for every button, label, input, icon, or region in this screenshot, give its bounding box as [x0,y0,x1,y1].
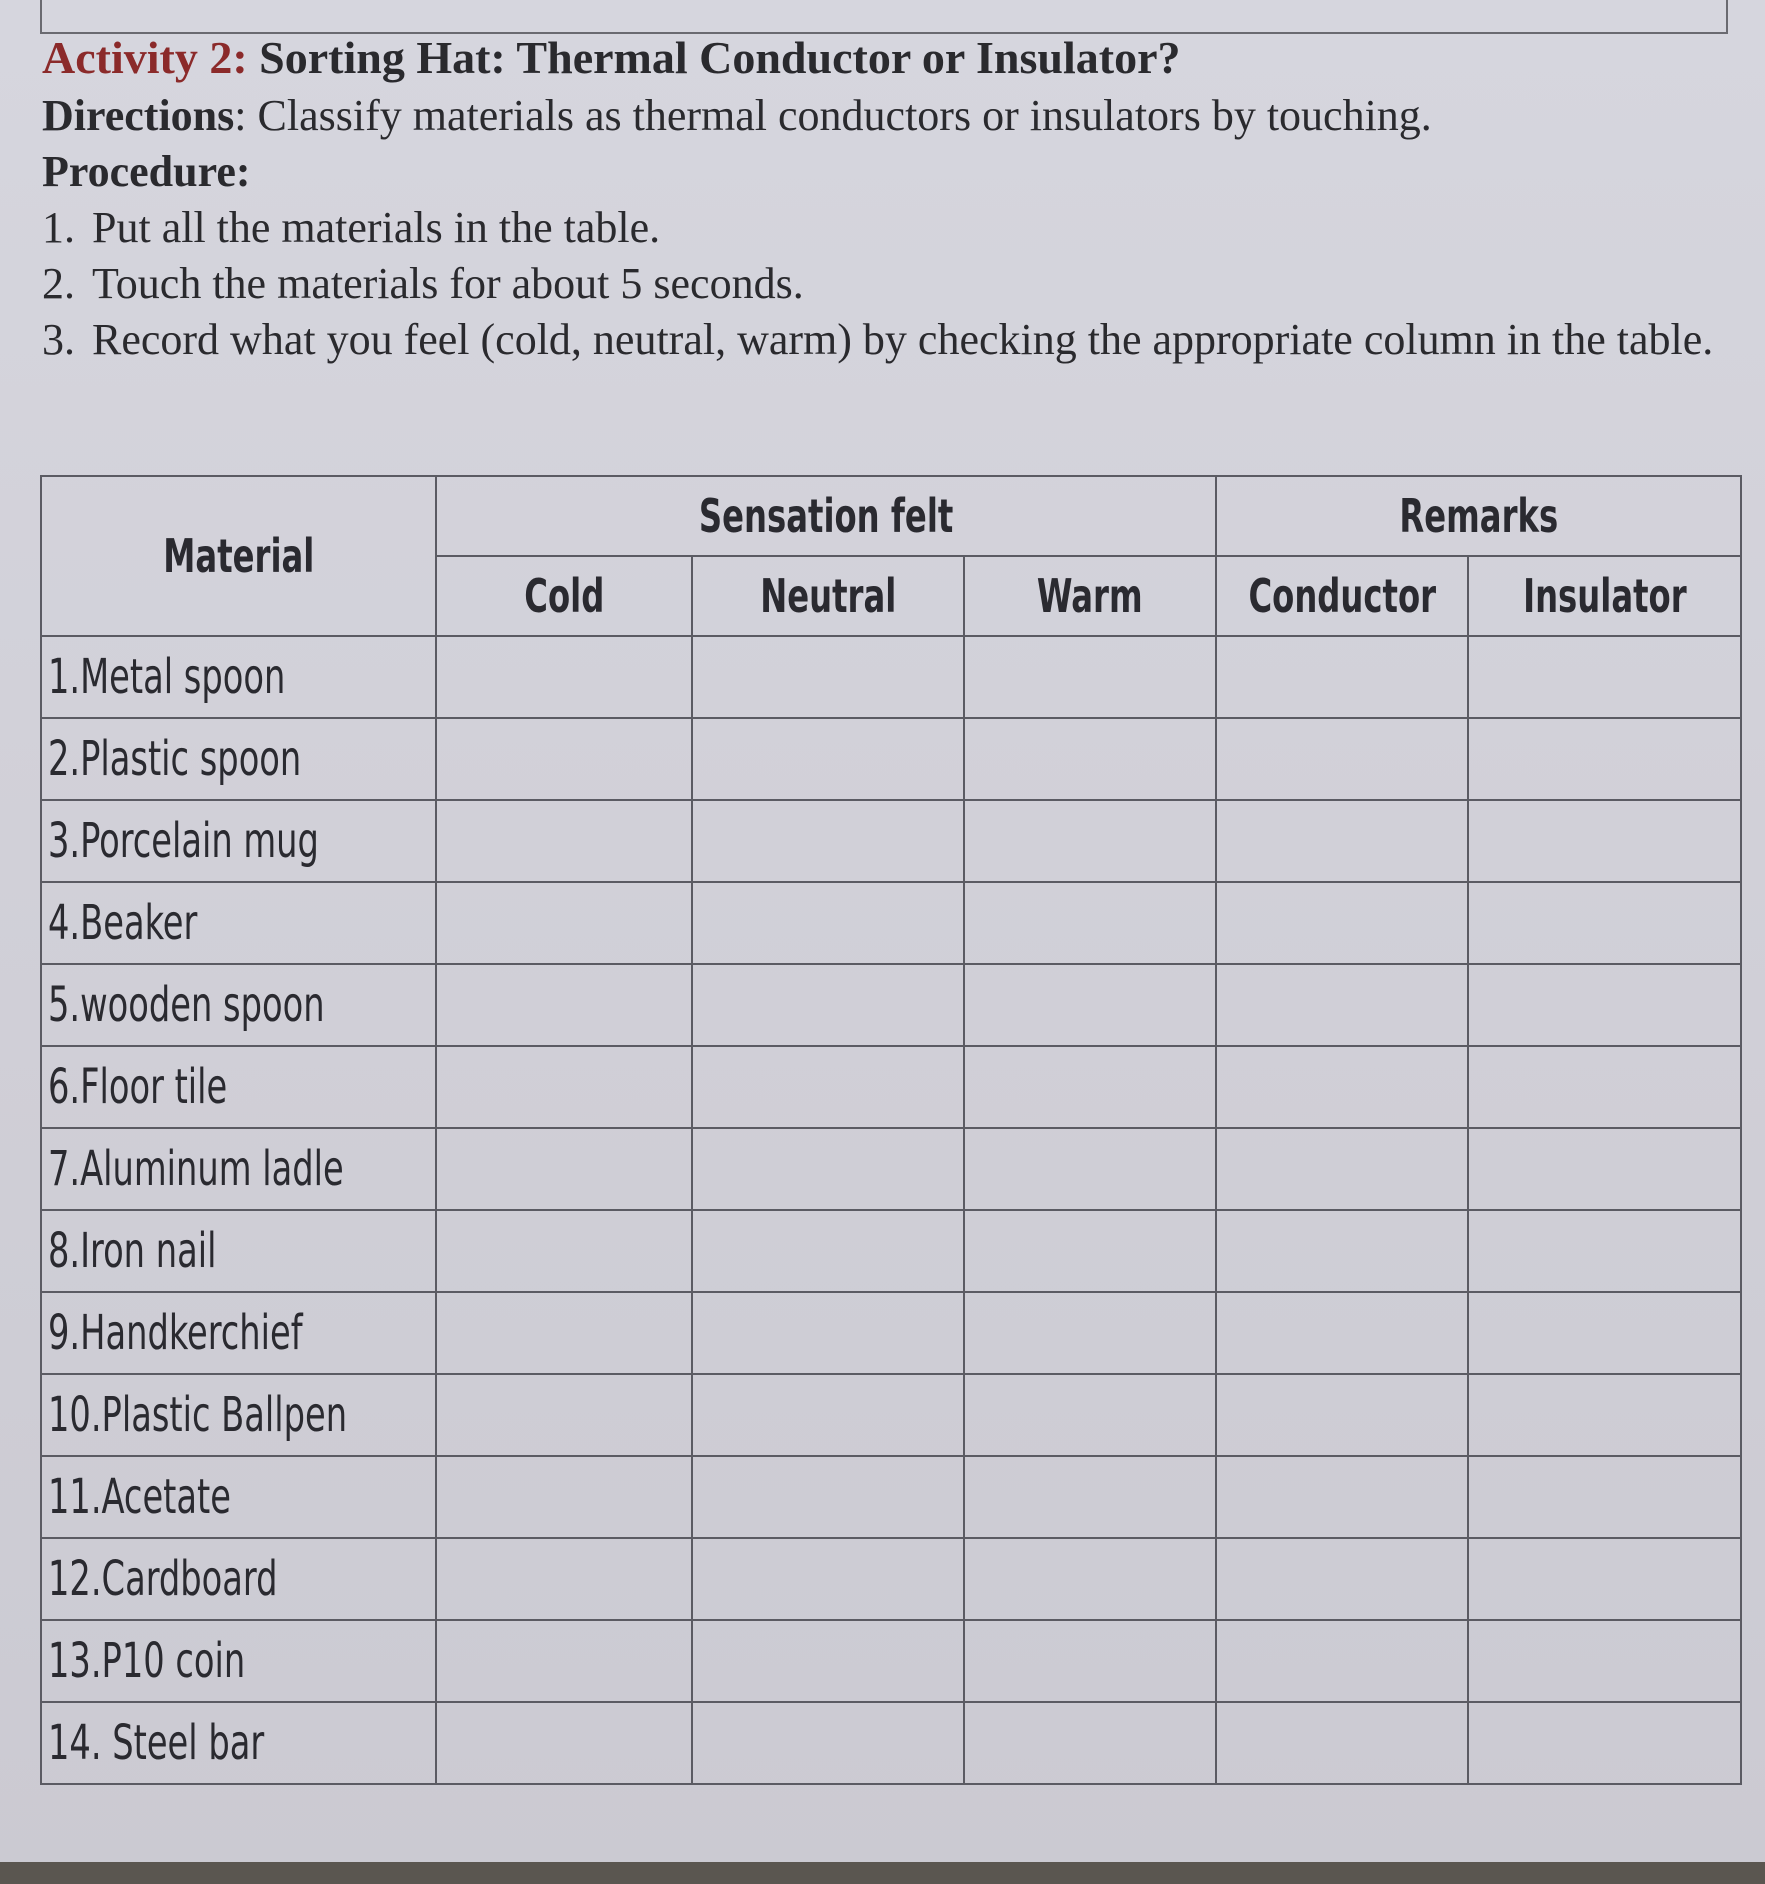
material-cell [41,1456,436,1538]
step-number: 2. [42,259,75,308]
table-row [41,718,1741,800]
neutral-check-cell[interactable] [692,1292,964,1374]
material-name: 5.wooden spoon [48,977,325,1033]
conductor-check-cell[interactable] [1216,1620,1468,1702]
material-cell [41,1292,436,1374]
activity-title [42,28,1742,88]
insulator-check-cell[interactable] [1468,800,1741,882]
material-name: 9.Handkerchief [48,1305,303,1361]
material-header: Material [41,476,436,636]
activity-label: Activity 2: [42,32,248,83]
table-row [41,636,1741,718]
warm-check-cell[interactable] [964,1046,1216,1128]
procedure-step [42,256,1742,312]
conductor-check-cell[interactable] [1216,1374,1468,1456]
insulator-check-cell[interactable] [1468,1702,1741,1784]
warm-check-cell[interactable] [964,882,1216,964]
material-name: 12.Cardboard [48,1551,278,1607]
neutral-check-cell[interactable] [692,1702,964,1784]
cold-check-cell[interactable] [436,882,692,964]
remarks-header: Remarks [1216,476,1741,556]
directions-text: : Classify materials as thermal conductors or insulators by touching. [234,91,1432,140]
cold-header: Cold [436,556,692,636]
neutral-check-cell[interactable] [692,964,964,1046]
material-cell [41,1702,436,1784]
material-name: 3.Porcelain mug [48,813,319,869]
warm-check-cell[interactable] [964,964,1216,1046]
insulator-check-cell[interactable] [1468,1538,1741,1620]
warm-check-cell[interactable] [964,1128,1216,1210]
material-cell [41,800,436,882]
warm-check-cell[interactable] [964,1456,1216,1538]
conductor-check-cell[interactable] [1216,1292,1468,1374]
conductor-check-cell[interactable] [1216,1046,1468,1128]
cold-check-cell[interactable] [436,1210,692,1292]
table-row [41,1456,1741,1538]
neutral-check-cell[interactable] [692,1210,964,1292]
table-row [41,800,1741,882]
material-name: 13.P10 coin [48,1633,246,1689]
conductor-check-cell[interactable] [1216,1456,1468,1538]
material-cell [41,882,436,964]
cold-check-cell[interactable] [436,1538,692,1620]
table-row [41,1538,1741,1620]
material-cell [41,1128,436,1210]
table-row [41,1374,1741,1456]
warm-check-cell[interactable] [964,1292,1216,1374]
material-name: 7.Aluminum ladle [48,1141,344,1197]
conductor-check-cell[interactable] [1216,882,1468,964]
header-row-top [41,476,1741,556]
material-name: 11.Acetate [48,1469,231,1525]
conductor-check-cell[interactable] [1216,718,1468,800]
classification-table-wrap [40,475,1740,1785]
insulator-check-cell[interactable] [1468,1292,1741,1374]
material-name: 4.Beaker [48,895,198,951]
warm-check-cell[interactable] [964,1702,1216,1784]
neutral-check-cell[interactable] [692,1046,964,1128]
insulator-check-cell[interactable] [1468,1210,1741,1292]
insulator-check-cell[interactable] [1468,1456,1741,1538]
procedure-label: Procedure: [42,147,251,196]
cold-check-cell[interactable] [436,636,692,718]
cold-check-cell[interactable] [436,800,692,882]
table-row [41,1620,1741,1702]
table-row [41,1702,1741,1784]
conductor-header: Conductor [1216,556,1468,636]
warm-check-cell[interactable] [964,1374,1216,1456]
warm-check-cell[interactable] [964,1620,1216,1702]
table-row [41,1292,1741,1374]
warm-check-cell[interactable] [964,1210,1216,1292]
insulator-check-cell[interactable] [1468,1374,1741,1456]
neutral-header: Neutral [692,556,964,636]
bottom-edge [0,1862,1765,1884]
warm-check-cell[interactable] [964,1538,1216,1620]
table-row [41,1046,1741,1128]
material-cell [41,1046,436,1128]
neutral-check-cell[interactable] [692,1456,964,1538]
material-cell [41,1374,436,1456]
neutral-check-cell[interactable] [692,1538,964,1620]
insulator-check-cell[interactable] [1468,1620,1741,1702]
insulator-check-cell[interactable] [1468,1128,1741,1210]
table-row [41,964,1741,1046]
conductor-check-cell[interactable] [1216,1702,1468,1784]
neutral-check-cell[interactable] [692,1620,964,1702]
cold-check-cell[interactable] [436,1046,692,1128]
cold-check-cell[interactable] [436,1128,692,1210]
procedure-step [42,312,1742,368]
procedure-heading [42,144,1742,200]
neutral-check-cell[interactable] [692,718,964,800]
material-name: 14. Steel bar [48,1715,265,1771]
insulator-header: Insulator [1468,556,1741,636]
warm-header: Warm [964,556,1216,636]
insulator-check-cell[interactable] [1468,636,1741,718]
conductor-check-cell[interactable] [1216,636,1468,718]
table-body [41,636,1741,1784]
conductor-check-cell[interactable] [1216,1128,1468,1210]
material-name: 8.Iron nail [48,1223,217,1279]
warm-check-cell[interactable] [964,800,1216,882]
activity-header [42,28,1742,368]
neutral-check-cell[interactable] [692,882,964,964]
cold-check-cell[interactable] [436,1374,692,1456]
directions [42,88,1742,144]
cold-check-cell[interactable] [436,964,692,1046]
step-text: Touch the materials for about 5 seconds. [92,259,804,308]
table-row [41,1210,1741,1292]
procedure-steps [42,200,1742,368]
conductor-check-cell[interactable] [1216,1210,1468,1292]
step-text: Put all the materials in the table. [92,203,661,252]
step-text: Record what you feel (cold, neutral, warm) by checking the appropriate column in the table. [92,315,1714,364]
insulator-check-cell[interactable] [1468,882,1741,964]
material-name: 2.Plastic spoon [48,731,302,787]
insulator-check-cell[interactable] [1468,718,1741,800]
table-row [41,1128,1741,1210]
cold-check-cell[interactable] [436,1702,692,1784]
material-cell [41,964,436,1046]
classification-table [40,475,1742,1785]
activity-title-text: Sorting Hat: Thermal Conductor or Insulator? [259,32,1181,83]
step-number: 1. [42,203,75,252]
neutral-check-cell[interactable] [692,1128,964,1210]
neutral-check-cell[interactable] [692,800,964,882]
cold-check-cell[interactable] [436,1620,692,1702]
insulator-check-cell[interactable] [1468,1046,1741,1128]
material-name: 10.Plastic Ballpen [48,1387,348,1443]
step-number: 3. [42,315,75,364]
cold-check-cell[interactable] [436,1292,692,1374]
table-row [41,882,1741,964]
cold-check-cell[interactable] [436,1456,692,1538]
material-cell [41,636,436,718]
conductor-check-cell[interactable] [1216,1538,1468,1620]
sensation-header: Sensation felt [436,476,1216,556]
neutral-check-cell[interactable] [692,636,964,718]
procedure-step [42,200,1742,256]
insulator-check-cell[interactable] [1468,964,1741,1046]
material-cell [41,1210,436,1292]
material-cell [41,1538,436,1620]
material-name: 1.Metal spoon [48,649,286,705]
material-cell [41,1620,436,1702]
material-cell [41,718,436,800]
conductor-check-cell[interactable] [1216,964,1468,1046]
material-name: 6.Floor tile [48,1059,228,1115]
warm-check-cell[interactable] [964,636,1216,718]
conductor-check-cell[interactable] [1216,800,1468,882]
neutral-check-cell[interactable] [692,1374,964,1456]
cold-check-cell[interactable] [436,718,692,800]
warm-check-cell[interactable] [964,718,1216,800]
directions-label: Directions [42,91,235,140]
